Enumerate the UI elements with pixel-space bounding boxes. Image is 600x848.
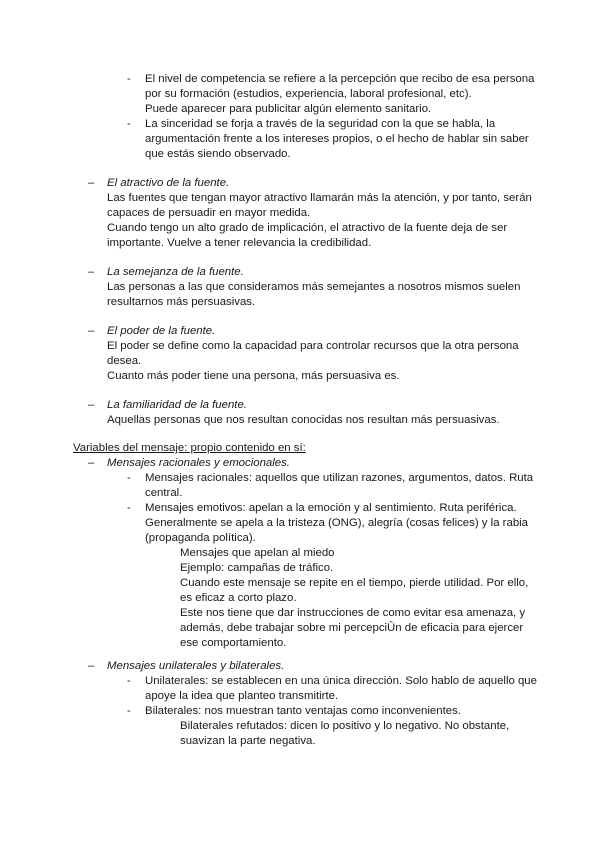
paragraph-line: que estás siendo observado. xyxy=(145,148,291,160)
list-bullet: - xyxy=(127,73,131,85)
sub-paragraph-line: Este nos tiene que dar instrucciones de como evitar esa amenaza, y xyxy=(180,607,526,619)
paragraph-line: resultarnos más persuasivas. xyxy=(107,296,256,308)
section-title: El poder de la fuente. xyxy=(107,325,216,337)
paragraph-line: (propaganda política). xyxy=(145,532,256,544)
sub-paragraph-line: ese comportamiento. xyxy=(180,637,287,649)
paragraph-line: La sinceridad se forja a través de la seguridad con la que se habla, la xyxy=(145,118,496,130)
paragraph-line: capaces de persuadir en mayor medida. xyxy=(107,207,311,219)
paragraph-line: central. xyxy=(145,487,183,499)
list-bullet: - xyxy=(127,502,131,514)
paragraph-line: Las fuentes que tengan mayor atractivo llamarán más la atención, y por tanto, serán xyxy=(107,192,532,204)
paragraph-line: Puede aparecer para publicitar algún elemento sanitario. xyxy=(145,103,432,115)
sub-paragraph-line: Ejemplo: campañas de tráfico. xyxy=(180,562,334,574)
list-bullet: - xyxy=(127,705,131,717)
paragraph-line: apoye la idea que planteo transmitirte. xyxy=(145,690,339,702)
paragraph-line: Unilaterales: se establecen en una única dirección. Solo hablo de aquello que xyxy=(145,675,537,687)
sub-paragraph-line: Cuando este mensaje se repite en el tiempo, pierde utilidad. Por ello, xyxy=(180,577,529,589)
paragraph-line: Aquellas personas que nos resultan conocidas nos resultan más persuasivas. xyxy=(107,414,500,426)
paragraph-line: por su formación (estudios, experiencia, laboral profesional, etc). xyxy=(145,88,472,100)
sub-paragraph-line: suavizan la parte negativa. xyxy=(180,735,316,747)
section-title: La familiaridad de la fuente. xyxy=(107,399,247,411)
section-title: La semejanza de la fuente. xyxy=(107,266,244,278)
list-bullet: - xyxy=(127,118,131,130)
message-heading: Variables del mensaje: propio contenido en sí: xyxy=(73,442,306,454)
paragraph-line: Bilaterales: nos muestran tanto ventajas como inconvenientes. xyxy=(145,705,461,717)
sub-paragraph-line: además, debe trabajar sobre mi percepciÛn de eficacia para ejercer xyxy=(180,622,524,634)
paragraph-line: Mensajes emotivos: apelan a la emoción y al sentimiento. Ruta periférica. xyxy=(145,502,517,514)
paragraph-line: argumentación frente a los intereses propios, o el hecho de hablar sin saber xyxy=(145,133,529,145)
section-bullet: – xyxy=(88,266,95,278)
section-bullet: – xyxy=(88,399,95,411)
paragraph-line: Mensajes racionales: aquellos que utilizan razones, argumentos, datos. Ruta xyxy=(145,472,534,484)
paragraph-line: desea. xyxy=(107,355,142,367)
section-title: Mensajes racionales y emocionales. xyxy=(107,457,290,469)
paragraph-line: Las personas a las que consideramos más semejantes a nosotros mismos suelen xyxy=(107,281,521,293)
paragraph-line: Cuando tengo un alto grado de implicación, el atractivo de la fuente deja de ser xyxy=(107,222,508,234)
list-bullet: - xyxy=(127,675,131,687)
section-title: El atractivo de la fuente. xyxy=(107,177,230,189)
list-bullet: - xyxy=(127,472,131,484)
paragraph-line: El nivel de competencia se refiere a la percepción que recibo de esa persona xyxy=(145,73,535,85)
section-bullet: – xyxy=(88,177,95,189)
section-bullet: – xyxy=(88,325,95,337)
paragraph-line: El poder se define como la capacidad para controlar recursos que la otra persona xyxy=(107,340,519,352)
section-title: Mensajes unilaterales y bilaterales. xyxy=(107,660,285,672)
paragraph-line: Cuanto más poder tiene una persona, más persuasiva es. xyxy=(107,370,400,382)
sub-paragraph-line: es eficaz a corto plazo. xyxy=(180,592,297,604)
sub-paragraph-line: Mensajes que apelan al miedo xyxy=(180,547,335,559)
paragraph-line: importante. Vuelve a tener relevancia la credibilidad. xyxy=(107,237,372,249)
paragraph-line: Generalmente se apela a la tristeza (ONG), alegría (cosas felices) y la rabia xyxy=(145,517,529,529)
section-bullet: – xyxy=(88,660,95,672)
sub-paragraph-line: Bilaterales refutados: dicen lo positivo y lo negativo. No obstante, xyxy=(180,720,510,732)
section-bullet: – xyxy=(88,457,95,469)
